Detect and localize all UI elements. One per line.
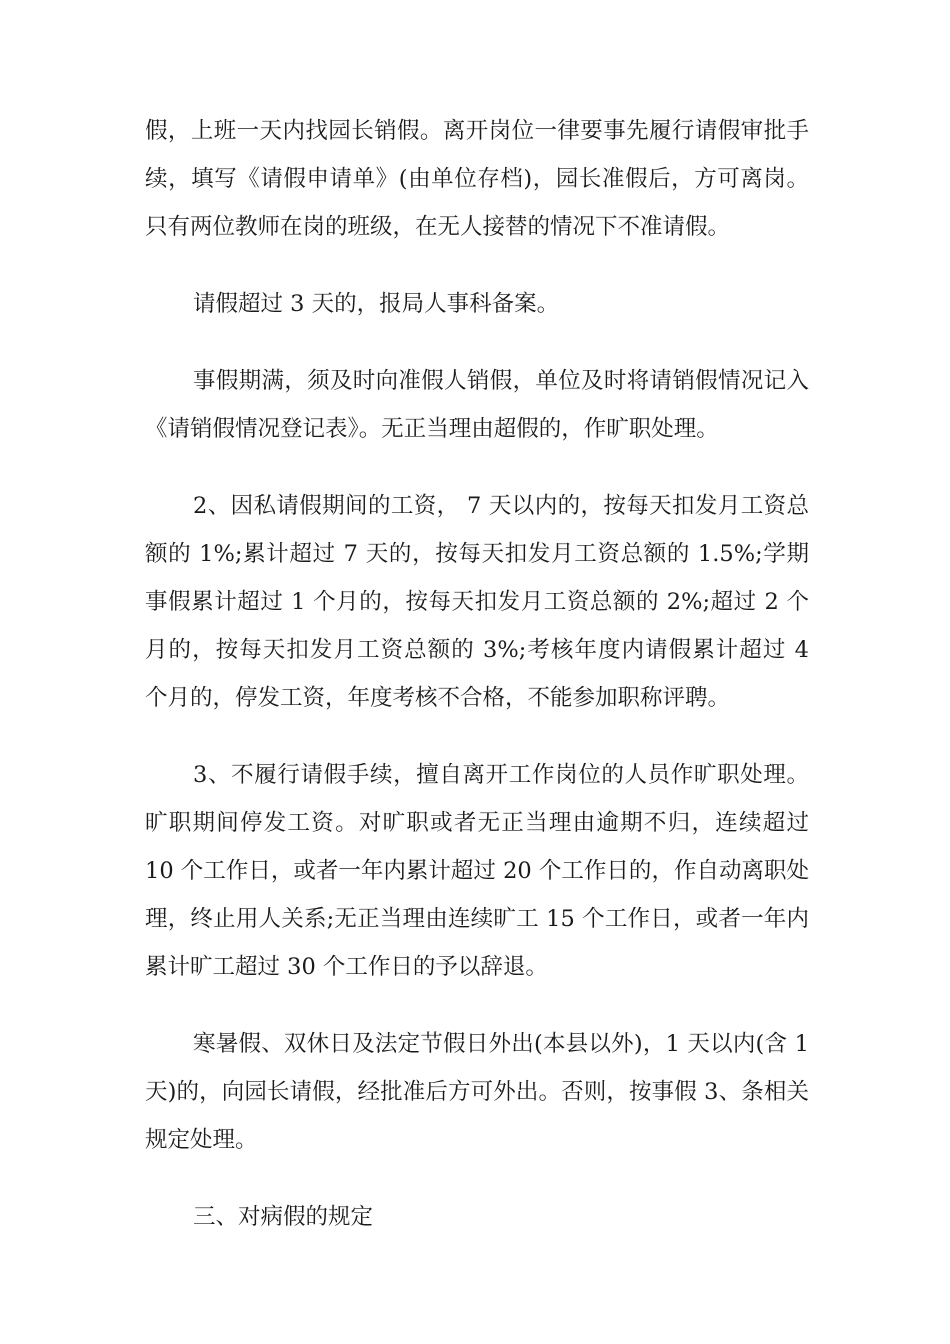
paragraph-leave-expiry: 事假期满，须及时向准假人销假，单位及时将请销假情况记入《请销假情况登记表》。无正当理由超假的，作旷职处理。 [145, 368, 809, 442]
document-body [145, 107, 809, 1241]
paragraph-absenteeism: 3、不履行请假手续，擅自离开工作岗位的人员作旷职处理。旷职期间停发工资。对旷职或者无正当理由逾期不归，连续超过 10 个工作日，或者一年内累计超过 20 个工作日的，作自动离职处理，终止用人关系;无正当理由连续旷工 15 个工作日，或者一年内累计旷工超过 30 个工作日的予以辞退。 [145, 762, 809, 980]
paragraph-over-three-days: 请假超过 3 天的，报局人事科备案。 [193, 291, 560, 317]
paragraph-salary-deduction: 2、因私请假期间的工资， 7 天以内的，按每天扣发月工资总额的 1%;累计超过 7 天的，按每天扣发月工资总额的 1.5%;学期事假累计超过 1 个月的，按每天扣发月工资总额的 2%;超过 2 个月的，按每天扣发月工资总额的 3%;考核年度内请假累计超过 4 个月的，停发工资，年度考核不合格，不能参加职称评聘。 [145, 493, 809, 711]
paragraph-holiday-travel: 寒暑假、双休日及法定节假日外出(本县以外)，1 天以内(含 1 天)的，向园长请假，经批准后方可外出。否则，按事假 3、条相关规定处理。 [145, 1031, 809, 1153]
paragraph-leave-approval: 假，上班一天内找园长销假。离开岗位一律要事先履行请假审批手续，填写《请假申请单》(由单位存档)，园长准假后，方可离岗。只有两位教师在岗的班级，在无人接替的情况下不准请假。 [145, 118, 809, 240]
section-heading-sick-leave: 三、对病假的规定 [193, 1204, 374, 1230]
